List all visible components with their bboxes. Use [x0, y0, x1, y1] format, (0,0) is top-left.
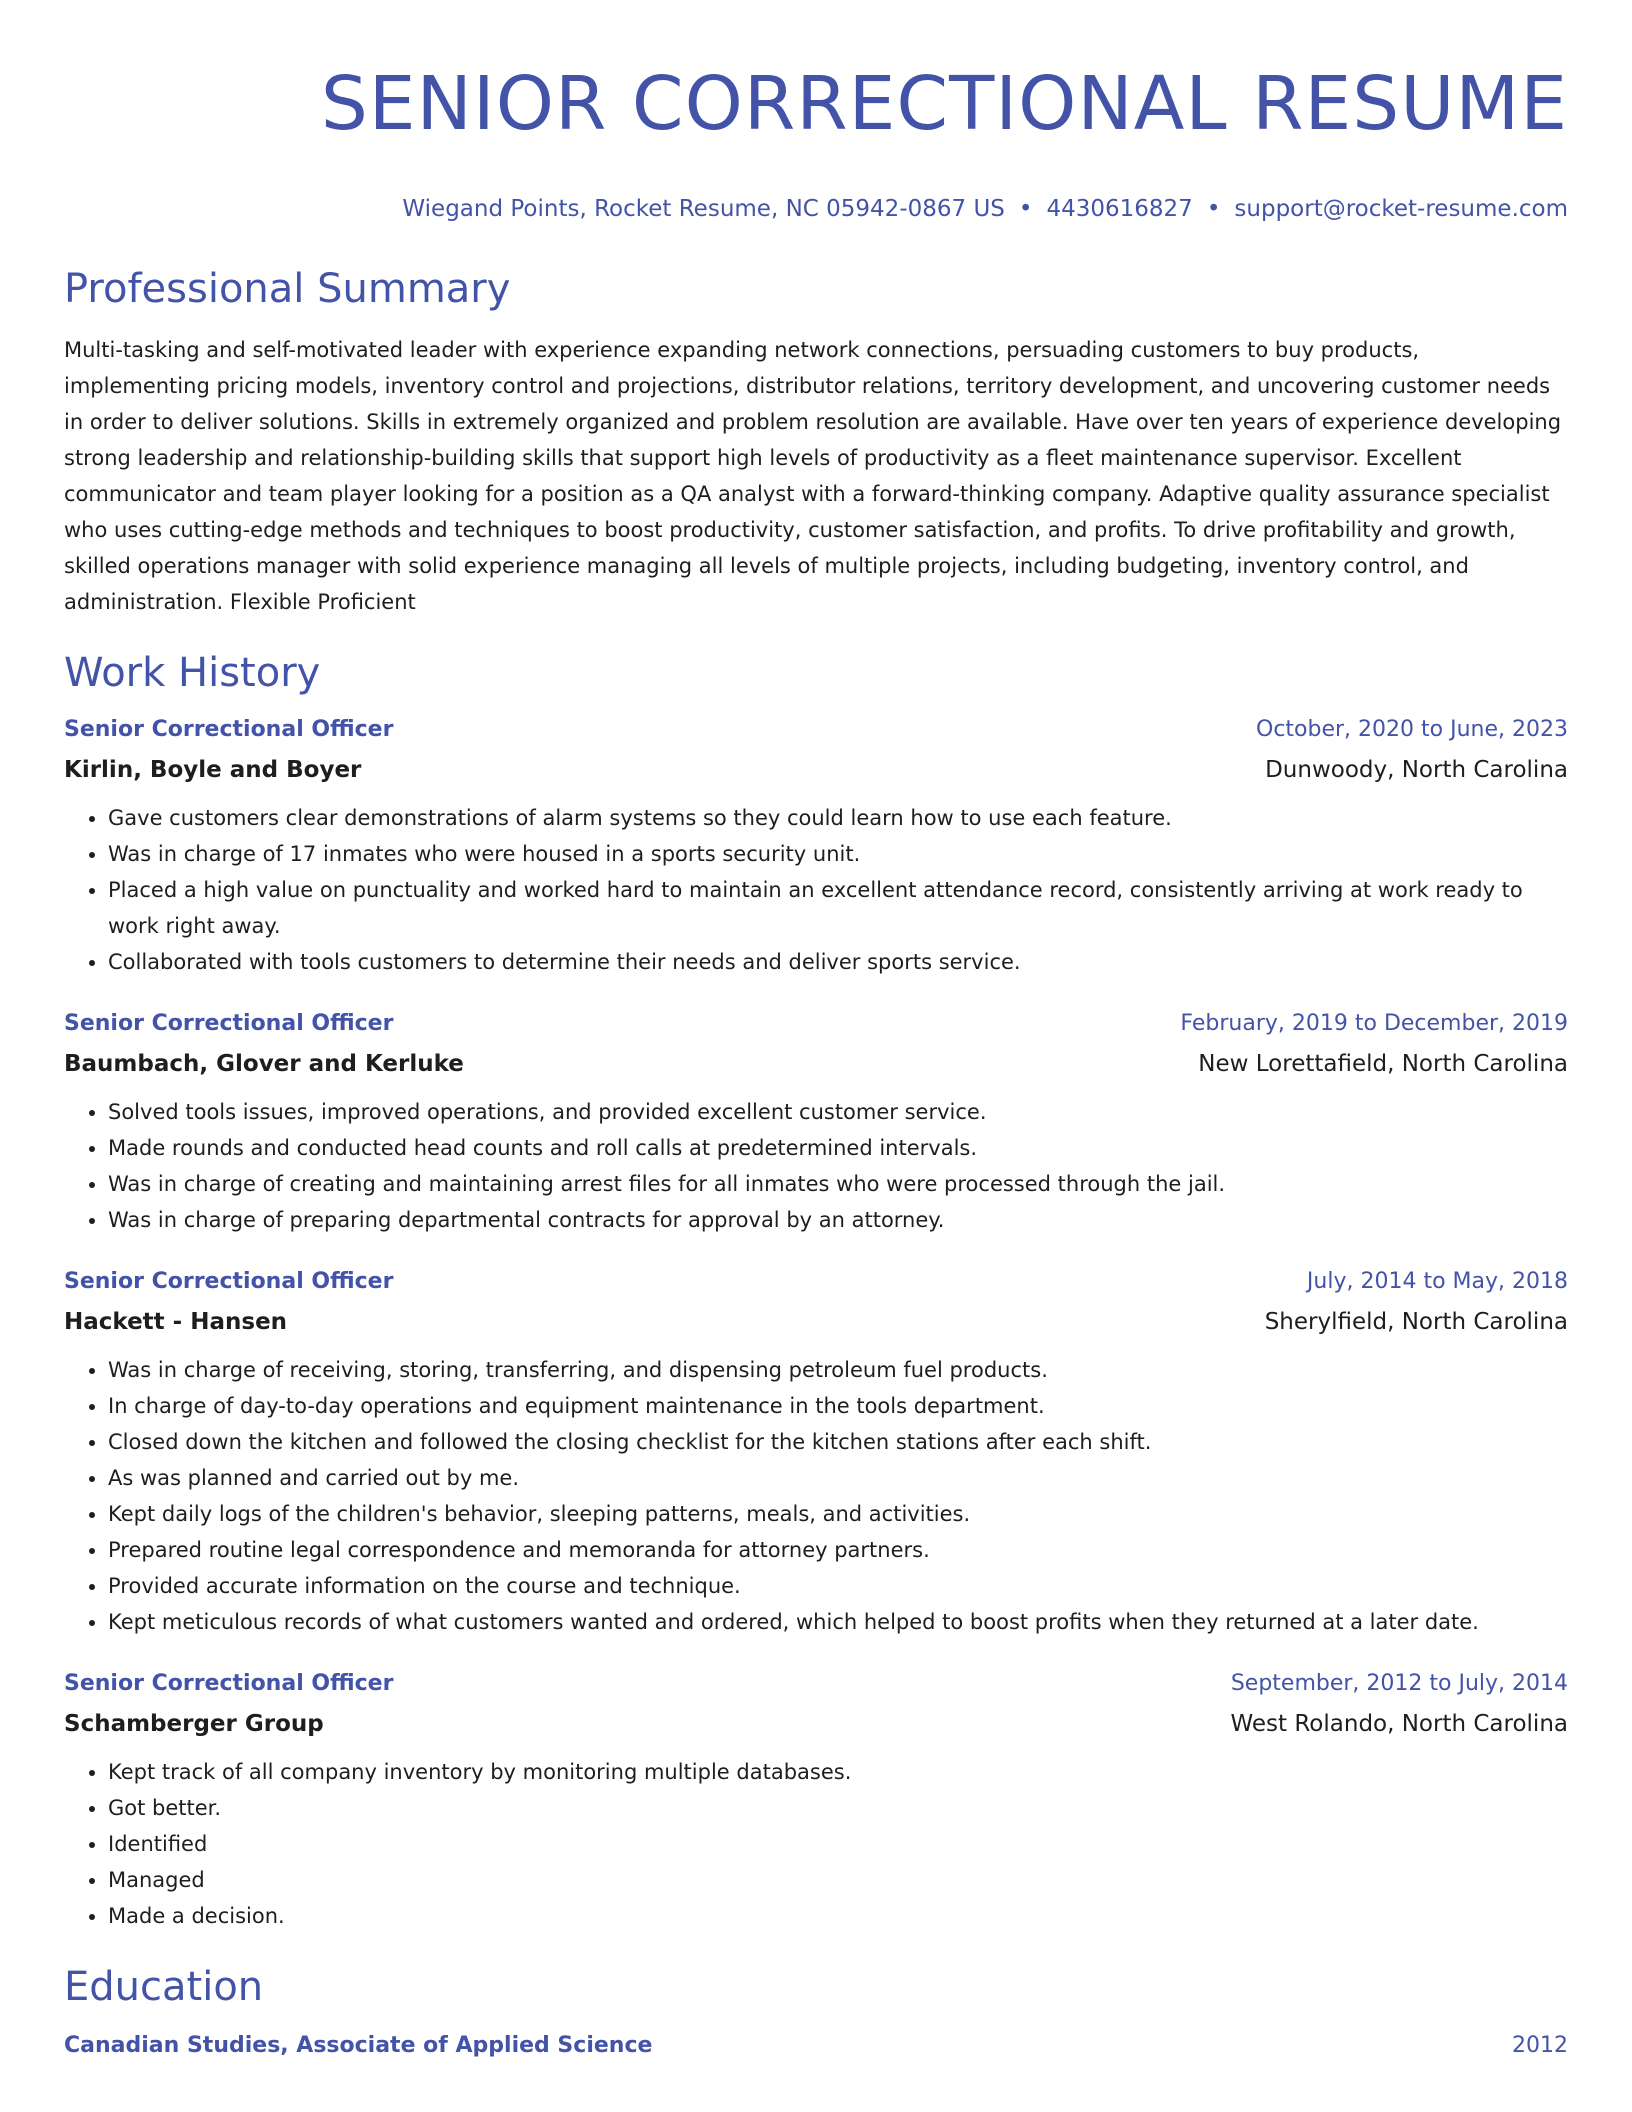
- job-entry: [64, 1262, 1568, 1640]
- resume-name: SENIOR CORRECTIONAL RESUME: [320, 61, 1568, 147]
- education-entry: [64, 2026, 1568, 2066]
- job-bullet: • Collaborated with tools customers to determine their needs and deliver sports service.: [108, 944, 1568, 980]
- job-bullet: • Was in charge of receiving, storing, transferring, and dispensing petroleum fuel products.: [108, 1352, 1568, 1388]
- contact-address: Wiegand Points, Rocket Resume, NC 05942-0867 US: [402, 196, 1005, 222]
- job-bullet: • Placed a high value on punctuality and worked hard to maintain an excellent attendance record, consistently arriving at work ready to work right away.: [108, 872, 1568, 944]
- job-bullet: • Was in charge of 17 inmates who were housed in a sports security unit.: [108, 836, 1568, 872]
- work-history-section: [64, 648, 1568, 1934]
- job-bullet: • Closed down the kitchen and followed the closing checklist for the kitchen stations after each shift.: [108, 1424, 1568, 1460]
- job-dates: July, 2014 to May, 2018: [1306, 1269, 1568, 1294]
- job-entry: [64, 1664, 1568, 1934]
- job-bullet: • Solved tools issues, improved operations, and provided excellent customer service.: [108, 1094, 1568, 1130]
- job-bullet: • As was planned and carried out by me.: [108, 1460, 1568, 1496]
- job-company: Kirlin, Boyle and Boyer: [64, 757, 362, 783]
- job-bullet: • Gave customers clear demonstrations of alarm systems so they could learn how to use each feature.: [108, 800, 1568, 836]
- job-bullet: • Provided accurate information on the course and technique.: [108, 1568, 1568, 1604]
- job-dates: October, 2020 to June, 2023: [1256, 717, 1568, 742]
- job-bullet: • Managed: [108, 1862, 1568, 1898]
- job-location: West Rolando, North Carolina: [1230, 1711, 1568, 1737]
- summary-text: Multi-tasking and self-motivated leader with experience expanding network connections, persuading customers to buy products, implementing pricing models, inventory control and projections, distributor relations, territory development, and uncovering customer needs in order to deliver solutions. Skills in extremely organized and problem resolution are available. Have over ten years of experience developing strong leadership and relationship-building skills that support high levels of productivity as a fleet maintenance supervisor. Excellent communicator and team player looking for a position as a QA analyst with a forward-thinking company. Adaptive quality assurance specialist who uses cutting-edge methods and techniques to boost productivity, customer satisfaction, and profits. To drive profitability and growth, skilled operations manager with solid experience managing all levels of multiple projects, including budgeting, inventory control, and administration. Flexible Proficient: [64, 338, 1562, 614]
- job-bullet: • Was in charge of preparing departmental contracts for approval by an attorney.: [108, 1202, 1568, 1238]
- education-title: Education: [64, 1964, 264, 2010]
- job-dates: February, 2019 to December, 2019: [1180, 1011, 1568, 1036]
- job-company: Schamberger Group: [64, 1711, 324, 1737]
- job-bullet: • Made a decision.: [108, 1898, 1568, 1934]
- education-section: [64, 1962, 1568, 2066]
- job-bullet: • Was in charge of creating and maintaining arrest files for all inmates who were processed through the jail.: [108, 1166, 1568, 1202]
- job-company: Hackett - Hansen: [64, 1309, 288, 1335]
- job-bullet: • Kept meticulous records of what customers wanted and ordered, which helped to boost profits when they returned at a later date.: [108, 1604, 1568, 1640]
- education-degree: Canadian Studies, Associate of Applied Science: [64, 2033, 653, 2058]
- job-bullets: [64, 1094, 1568, 1238]
- job-bullet: • Kept track of all company inventory by monitoring multiple databases.: [108, 1754, 1568, 1790]
- work-history-title: Work History: [64, 650, 321, 696]
- job-bullets: [64, 1352, 1568, 1640]
- education-year: 2012: [1512, 2033, 1568, 2058]
- job-bullet: • Kept daily logs of the children's behavior, sleeping patterns, meals, and activities.: [108, 1496, 1568, 1532]
- contact-phone: 4430616827: [1046, 196, 1193, 222]
- job-bullet: • In charge of day-to-day operations and equipment maintenance in the tools department.: [108, 1388, 1568, 1424]
- contact-email[interactable]: support@rocket-resume.com: [1234, 196, 1568, 222]
- job-entry: [64, 1004, 1568, 1238]
- job-entry: [64, 710, 1568, 980]
- job-title: Senior Correctional Officer: [64, 1269, 394, 1294]
- job-location: Dunwoody, North Carolina: [1265, 757, 1568, 783]
- contact-separator: •: [1018, 196, 1033, 222]
- resume-header: [64, 56, 1568, 224]
- job-bullets: [64, 800, 1568, 980]
- contact-separator: •: [1206, 196, 1221, 222]
- contact-line: [64, 194, 1568, 224]
- summary-title: Professional Summary: [64, 266, 511, 312]
- job-bullet: • Got better.: [108, 1790, 1568, 1826]
- job-location: New Lorettafield, North Carolina: [1198, 1051, 1568, 1077]
- job-title: Senior Correctional Officer: [64, 717, 394, 742]
- job-bullet: • Identified: [108, 1826, 1568, 1862]
- job-title: Senior Correctional Officer: [64, 1671, 394, 1696]
- job-dates: September, 2012 to July, 2014: [1230, 1671, 1568, 1696]
- job-bullets: [64, 1754, 1568, 1934]
- job-location: Sherylfield, North Carolina: [1264, 1309, 1568, 1335]
- job-company: Baumbach, Glover and Kerluke: [64, 1051, 464, 1077]
- job-bullet: • Made rounds and conducted head counts and roll calls at predetermined intervals.: [108, 1130, 1568, 1166]
- job-bullet: • Prepared routine legal correspondence and memoranda for attorney partners.: [108, 1532, 1568, 1568]
- resume-page: [64, 0, 1568, 2066]
- job-title: Senior Correctional Officer: [64, 1011, 394, 1036]
- summary-section: [64, 264, 1568, 620]
